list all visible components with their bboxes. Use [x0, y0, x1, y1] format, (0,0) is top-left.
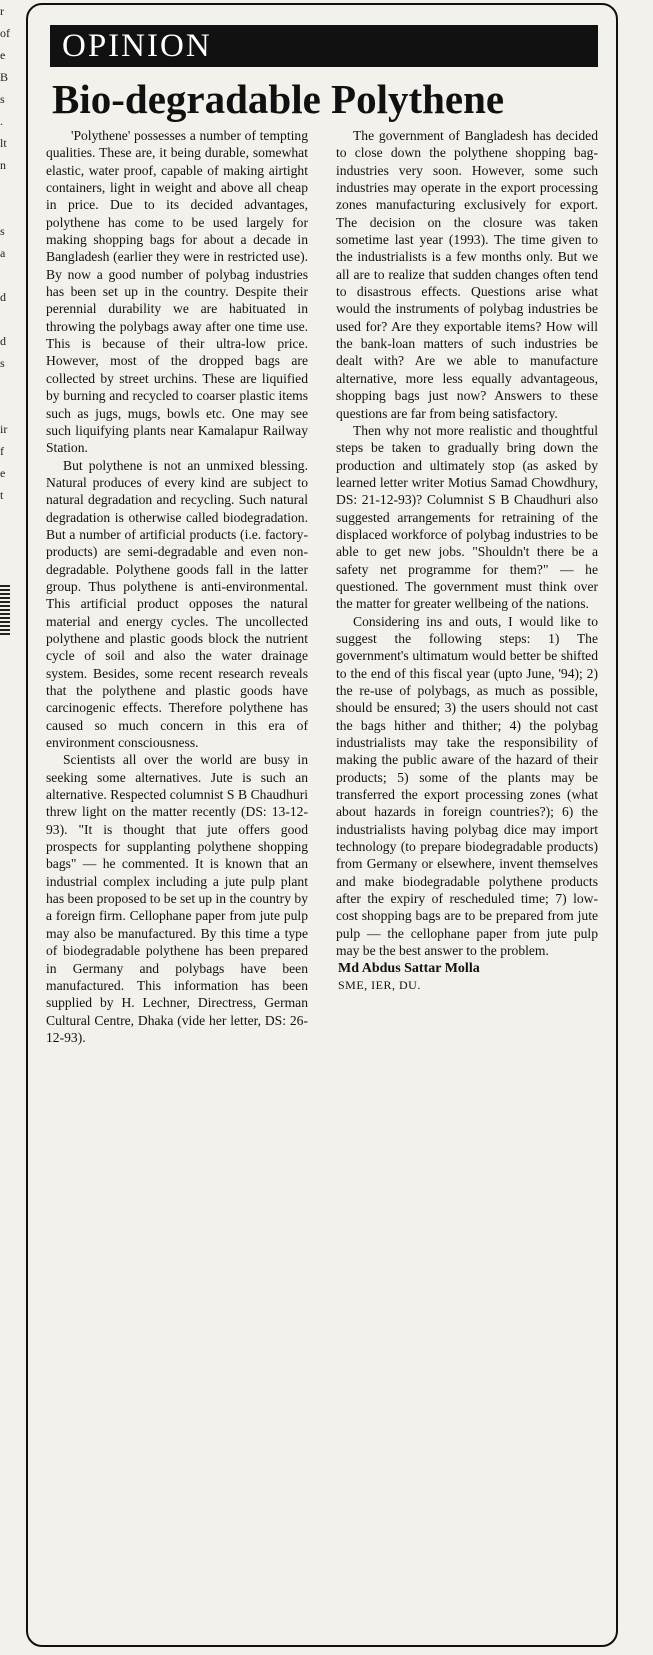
- article-paragraph: But polythene is not an unmixed blessing. Natural produces of every kind are subject to natural degradation and recycling. Such natural degradation is otherwise called biodegradation. But a number of artificial products (i.e. factory-products) are semi-degradable and even non-degradable. Polythene goods fall in the latter group. Thus polythene is anti-environmental. This artificial product opposes the natural material and energy cycles. The uncollected polythene and plastic goods block the nutrient cycle of soil and also the water drainage system. Besides, some recent research reveals that the polythene and plastic goods have carcinogenic effects. Therefore polythene has caused so much concern in this era of environment consciousness.: [46, 457, 308, 751]
- fragment-letter: .: [0, 114, 3, 128]
- article-paragraph: Then why not more realistic and thoughtful steps be taken to gradually bring down the production and ultimately stop (as asked by learned letter writer Motius Samad Chowdhury, DS: 21-12-93)? Columnist S B Chaudhuri also suggested arrangements for retraining of the displaced workforce of polybag industries to be able to get new jobs. "Shouldn't there be a safety net programme for them?" — he questioned. The government must think over the matter for greater wellbeing of the nations.: [336, 422, 598, 612]
- fragment-letter: s: [0, 92, 5, 106]
- fragment-letter: s: [0, 224, 5, 238]
- article-box: [26, 3, 618, 1647]
- fragment-letter: e: [0, 466, 6, 480]
- fragment-letter: [0, 396, 18, 418]
- fragment-letter: r: [0, 4, 4, 18]
- byline: [336, 961, 598, 993]
- fragment-letter: [0, 308, 18, 330]
- fragment-letter: s: [0, 356, 5, 370]
- fragment-letter: t: [0, 488, 4, 502]
- fragment-letter: d: [0, 334, 6, 348]
- adjacent-column-fragment: [0, 0, 18, 1655]
- article-paragraph: The government of Bangladesh has decided to close down the polythene shopping bag-industries very soon. However, some such industries may operate in the export processing zones manufacturing exclusively for export. The decision on the closure was taken sometime last year (1993). The time given to the industrialists is a few months only. But we all are to realize that sudden changes often tend to disastrous effects. Questions arise what would the instruments of polybag industries be used for? Are they exportable items? How will the bank-loan matters of such industries be dealt with? Are we able to manufacture alternative, more less equally advantageous, shopping bags just now? Answers to these questions are far from being satisfactory.: [336, 128, 598, 421]
- section-label: OPINION: [62, 28, 212, 64]
- section-banner: [50, 25, 598, 67]
- author-affiliation: SME, IER, DU.: [338, 977, 421, 992]
- fragment-letter: [0, 374, 18, 396]
- fragment-letter: e: [0, 48, 6, 62]
- column-rule-marks: [0, 585, 10, 635]
- article-paragraph: Scientists all over the world are busy in seeking some alternatives. Jute is such an alternative. Respected columnist S B Chaudhuri threw light on the matter recently (DS: 13-12-93). "It is thought that jute offers good prospects for supplanting polythene shopping bags" — he commented. It is known that an industrial complex including a jute pulp plant has been proposed to be set up in the country by a foreign firm. Cellophane paper from jute pulp may also be manufactured. By this time a type of biodegradable polythene has been prepared in Germany and polybags have been manufactured. This information has been supplied by H. Lechner, Directress, German Cultural Centre, Dhaka (vide her letter, DS: 26-12-93).: [46, 752, 308, 1045]
- fragment-letter: [0, 176, 18, 198]
- fragment-letter: ir: [0, 422, 8, 436]
- fragment-letter: lt: [0, 136, 7, 150]
- fragment-letter: n: [0, 158, 6, 172]
- fragment-letter: [0, 264, 18, 286]
- article-paragraph: 'Polythene' possesses a number of tempting qualities. These are, it being durable, somewhat elastic, water proof, capable of making airtight containers, light in weight and above all cheap in price. Due to its decided advantages, polythene has come to be used largely for making shopping bags for about a decade in Bangladesh (earlier they were in restricted use). By now a good number of polybag industries has been set up in the country. Despite their perennial durability we are habituated in throwing the polybags away after one time use. This is because of their ultra-low price. However, most of the dropped bags are collected by street urchins. These are liquified by burning and recycled to coarser plastic items such as jugs, mugs, bowls etc. One may see such liquifying plants near Kamalapur Railway Station.: [46, 128, 308, 456]
- article-column-left: [46, 127, 308, 1046]
- author-name: Md Abdus Sattar Molla: [338, 960, 480, 976]
- fragment-letter: of: [0, 26, 10, 40]
- article-paragraph: Considering ins and outs, I would like to suggest the following steps: 1) The government's ultimatum would better be shifted to the end of this fiscal year (upto June, '94); 2) the re-use of polybags, as much as possible, should be ensured; 3) the users should not cast the bags hither and thither; 4) the polybag industrialists may take the responsibility of making the public aware of the hazard of their products; 5) some of the plants may be transferred the export processing zones (what about hazards in foreign countries?); 6) the industrialists having polybag dice may import technology (to prepare biodegradable products) from Germany or elsewhere, invent themselves and make biodegradable polythene products after the expiry of rescheduled time; 7) low-cost shopping bags are to be prepared from jute pulp — the cellophane paper from jute pulp may be the best answer to the problem.: [336, 613, 598, 959]
- fragment-letter: d: [0, 290, 6, 304]
- fragment-letter: a: [0, 246, 6, 260]
- fragment-letter: [0, 198, 18, 220]
- article-column-right: [336, 127, 598, 993]
- headline: Bio-degradable Polythene: [52, 76, 505, 122]
- fragment-letter: f: [0, 444, 4, 458]
- fragment-letter: B: [0, 70, 9, 84]
